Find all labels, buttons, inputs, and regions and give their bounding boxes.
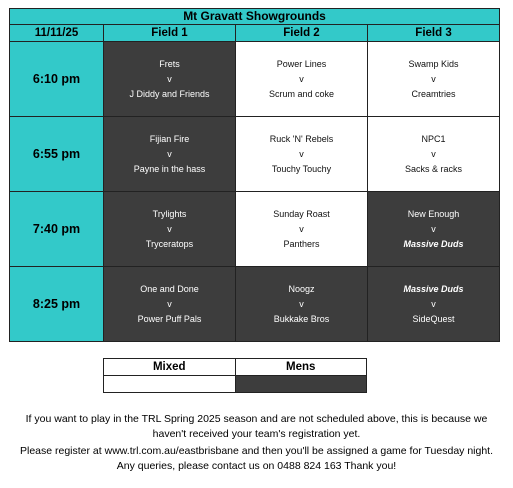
time-cell: 7:40 pm [10, 192, 104, 267]
fixture-table [9, 8, 500, 342]
legend-mixed-swatch [104, 376, 236, 393]
game-cell-mixed [236, 117, 368, 192]
versus-label: v [167, 73, 172, 84]
game-cell-mens [104, 192, 236, 267]
game-cell-mens [104, 42, 236, 117]
timeslot-row [10, 42, 500, 117]
time-cell: 6:10 pm [10, 42, 104, 117]
game-cell-mens [368, 267, 500, 342]
legend-table [103, 358, 367, 393]
venue-header-row [10, 9, 500, 25]
field-1-header: Field 1 [104, 25, 236, 42]
versus-label: v [299, 223, 304, 234]
home-team: Trylights [152, 208, 187, 219]
game-cell-mens [104, 117, 236, 192]
note-paragraph: If you want to play in the TRL Spring 2025 season and are not scheduled above, this is because we haven't received your team's registration yet. [25, 413, 488, 440]
home-team: New Enough [407, 208, 460, 219]
away-team: Panthers [283, 238, 320, 249]
away-team: Bukkake Bros [273, 313, 330, 324]
game-cell-mens [104, 267, 236, 342]
versus-label: v [167, 148, 172, 159]
versus-label: v [431, 148, 436, 159]
game-cell-mens [236, 267, 368, 342]
column-header-row [10, 25, 500, 42]
date-header: 11/11/25 [10, 25, 104, 42]
home-team: Massive Duds [403, 283, 464, 294]
home-team: Fijian Fire [149, 133, 190, 144]
home-team: Power Lines [276, 58, 327, 69]
away-team: J Diddy and Friends [129, 88, 210, 99]
game-cell-mixed [368, 117, 500, 192]
away-team: Sacks & racks [405, 163, 463, 174]
versus-label: v [299, 148, 304, 159]
home-team: Ruck 'N' Rebels [269, 133, 334, 144]
away-team: Power Puff Pals [137, 313, 202, 324]
legend-swatch-row [104, 376, 367, 393]
time-cell: 8:25 pm [10, 267, 104, 342]
versus-label: v [431, 73, 436, 84]
field-2-header: Field 2 [236, 25, 368, 42]
away-team: Payne in the hass [133, 163, 206, 174]
game-cell-mixed [368, 42, 500, 117]
home-team: Swamp Kids [408, 58, 459, 69]
legend-mens-swatch [235, 376, 367, 393]
game-cell-mixed [236, 42, 368, 117]
field-3-header: Field 3 [368, 25, 500, 42]
away-team: Touchy Touchy [271, 163, 332, 174]
home-team: Frets [159, 58, 180, 69]
away-team: Massive Duds [403, 238, 464, 249]
game-cell-mens [368, 192, 500, 267]
timeslot-row [10, 117, 500, 192]
versus-label: v [431, 298, 436, 309]
versus-label: v [299, 73, 304, 84]
legend-mens-label: Mens [235, 359, 367, 376]
away-team: SideQuest [412, 313, 455, 324]
note-paragraph: Please register at www.trl.com.au/eastbrisbane and then you'll be assigned a game for Tuesday night. Any queries, please contact us on 0488 824 163 Thank you! [19, 445, 494, 472]
time-cell: 6:55 pm [10, 117, 104, 192]
registration-notes [0, 412, 513, 476]
versus-label: v [431, 223, 436, 234]
away-team: Scrum and coke [268, 88, 335, 99]
home-team: Sunday Roast [273, 208, 330, 219]
versus-label: v [167, 223, 172, 234]
away-team: Creamtries [411, 88, 456, 99]
home-team: One and Done [140, 283, 199, 294]
legend-label-row [104, 359, 367, 376]
versus-label: v [299, 298, 304, 309]
home-team: Noogz [288, 283, 315, 294]
legend-mixed-label: Mixed [104, 359, 236, 376]
timeslot-row [10, 267, 500, 342]
versus-label: v [167, 298, 172, 309]
timeslot-row [10, 192, 500, 267]
venue-title: Mt Gravatt Showgrounds [10, 9, 500, 25]
game-cell-mixed [236, 192, 368, 267]
home-team: NPC1 [421, 133, 446, 144]
away-team: Tryceratops [145, 238, 194, 249]
